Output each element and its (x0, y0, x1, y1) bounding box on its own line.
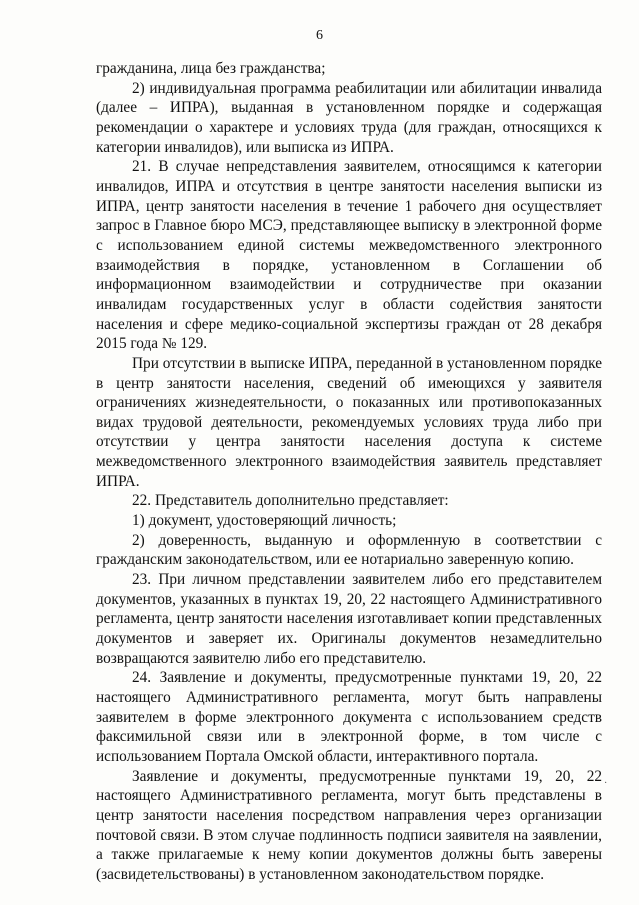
scan-speck: · (604, 778, 608, 789)
paragraph-continuation: гражданина, лица без гражданства; (96, 60, 326, 77)
paragraph-21: 21. В случае непредставления заявителем, относящимся к категории инвалидов, ИПРА и отсутствия в центре занятости населения выписки из ИПРА, центр занятости населения в течение 1 рабочего дня осуществляет запрос в Главное бюро МСЭ, представляющее выписку в электронной форме с использованием единой системы межведомственного электронного взаимодействия в порядке, установленном в Соглашении об информационном взаимодействии и сотрудничестве при оказании инвалидам государственных услуг в области содействия занятости населения и сфере медико-социальной экспертизы граждан от 28 декабря 2015 года № 129. (96, 158, 602, 353)
paragraph-24-postal: Заявление и документы, предусмотренные пунктами 19, 20, 22 настоящего Административного регламента, могут быть представлены в центр занятости населения посредством направления через организации почтовой связи. В этом случае подлинность подписи заявителя на заявлении, а также прилагаемые к нему копии документов должны быть заверены (засвидетельствованы) в установленном законодательством порядке. (96, 767, 602, 883)
page-number: 6 (316, 28, 323, 43)
paragraph-21-absence: При отсутствии в выписке ИПРА, переданной в установленном порядке в центр занятости населения, сведений об имеющихся у заявителя ограничениях жизнедеятельности, о показанных или противопоказанных видах трудовой деятельности, рекомендуемых условиях труда либо при отсутствии у центра занятости населения доступа к системе межведомственного электронного взаимодействия заявитель представляет ИПРА. (96, 354, 602, 490)
paragraph-item-2-ipra: 2) индивидуальная программа реабилитации или абилитации инвалида (далее – ИПРА), выданная в установленном порядке и содержащая рекомендации о характере и условиях труда (для граждан, относящихся к категории инвалидов), или выписка из ИПРА. (96, 79, 602, 156)
paragraph-22: 22. Представитель дополнительно представляет: (132, 492, 449, 510)
paragraph-24: 24. Заявление и документы, предусмотренные пунктами 19, 20, 22 настоящего Административного регламента, могут быть направлены заявителем в форме электронного документа с использованием средств факсимильной связи или в электронной форме, в том числе с использованием Портала Омской области, интерактивного портала. (96, 669, 602, 765)
document-body (96, 59, 602, 885)
paragraph-22-item-2: 2) доверенность, выданную и оформленную в соответствии с гражданским законодательством, или ее нотариально заверенную копию. (96, 531, 602, 569)
paragraph-23: 23. При личном представлении заявителем либо его представителем документов, указанных в пунктах 19, 20, 22 настоящего Административного регламента, центр занятости населения изготавливает копии представленных документов и заверяет их. Оригиналы документов незамедлительно возвращаются заявителю либо его представителю. (96, 571, 602, 667)
paragraph-22-item-1: 1) документ, удостоверяющий личность; (132, 512, 397, 530)
